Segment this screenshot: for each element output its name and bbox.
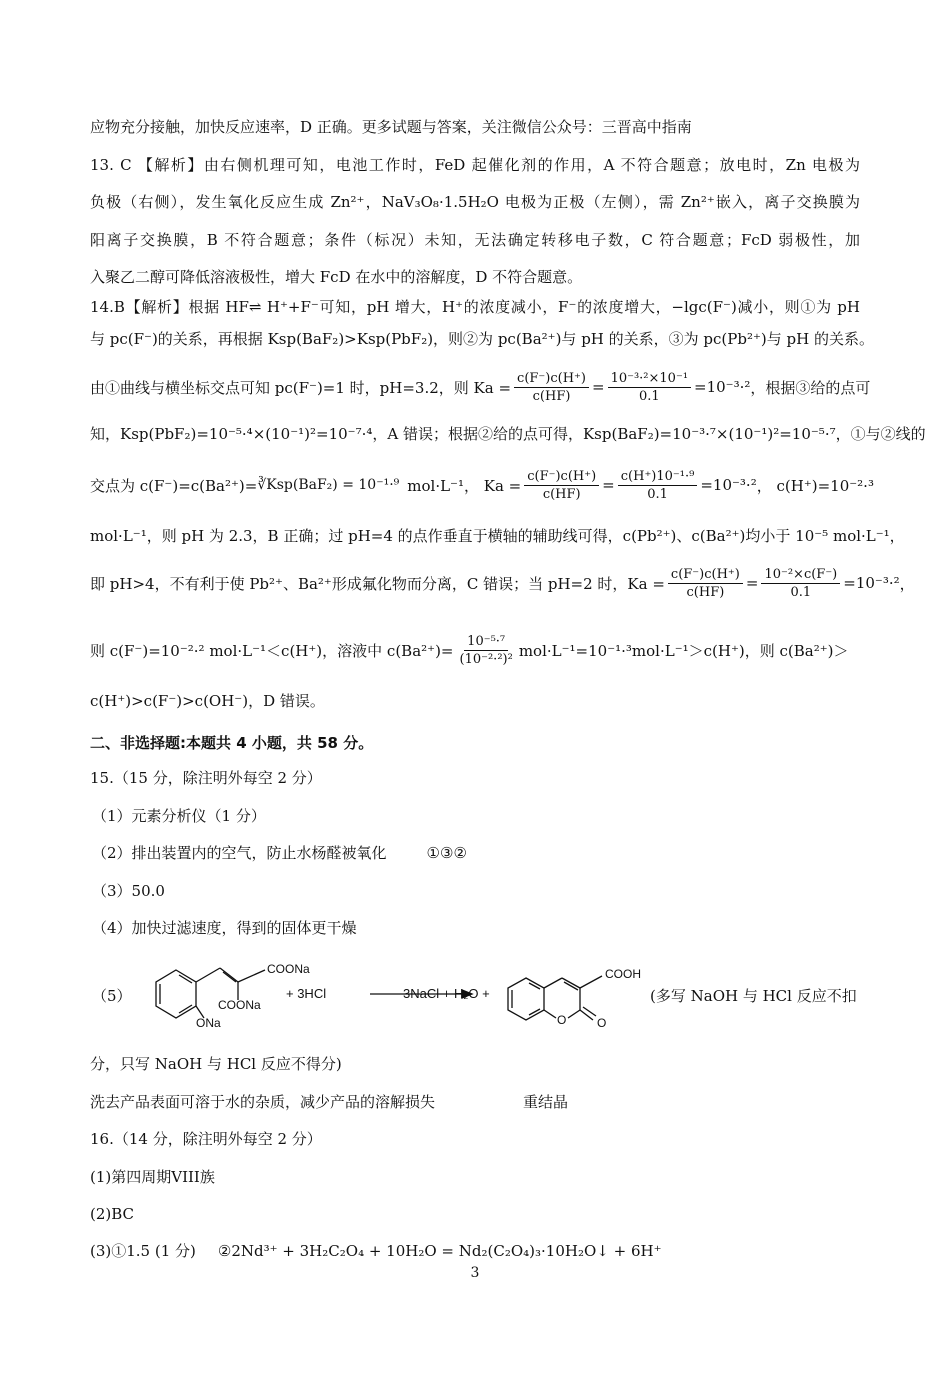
text-line-8-start: 由①曲线与横坐标交点可知 pc(F⁻)=1 时，pH=3.2，则 Ka =: [90, 378, 512, 397]
answer-15-2: [92, 842, 860, 864]
section-heading: 二、非选择题:本题共 4 小题，共 58 分。: [90, 734, 374, 752]
text-line-10-end: ， c(H⁺)=10⁻²·³: [756, 476, 874, 495]
ka-fraction-3-values-num: 10⁻²×c(F⁻): [761, 566, 840, 584]
ka-fraction-2: [524, 468, 599, 503]
ka-fraction-1: [514, 370, 589, 405]
ka-fraction-2-values: [618, 468, 698, 503]
ba-fraction: [457, 633, 516, 668]
answer-16-3: [90, 1240, 860, 1262]
question-15-heading: 15.（15 分，除注明外每空 2 分）: [90, 769, 322, 787]
cube-root-expression: ∛Ksp(BaF₂) = 10⁻¹·⁹: [257, 477, 400, 493]
answer-15-5-note: (多写 NaOH 与 HCl 反应不扣: [650, 987, 857, 1005]
answer-15-4: （4）加快过滤速度，得到的固体更干燥: [92, 919, 357, 937]
text-line-10-mid: mol·L⁻¹， Ka =: [407, 476, 522, 495]
text-line-3: 负极（右侧），发生氧化反应生成 Zn²⁺，NaV₃O₈·1.5H₂O 电极为正极（左侧），需 Zn²⁺嵌入，离子交换膜为: [90, 193, 860, 211]
page-number: 3: [470, 1265, 480, 1281]
text-line-6: 14.B【解析】根据 HF⇌ H⁺+F⁻可知，pH 增大，H⁺的浓度减小，F⁻的浓度增大，−lgc(F⁻)减小，则①为 pH: [90, 298, 860, 316]
answer-15-1: （1）元素分析仪（1 分）: [92, 807, 266, 825]
text-line-8: 由①曲线与横坐标交点可知 pc(F⁻)=1 时，pH=3.2，则 Ka = $\frac{c(F^-)c(H^+)}{c(HF)}$ = $\frac{\text{10⁻³·²×10⁻¹}}{0.1}$ =10⁻³·² ，根据③给的点可: [90, 370, 871, 404]
answer-16-2: (2)BC: [90, 1205, 135, 1223]
products-label: 3NaCl + H₂O +: [403, 986, 490, 1001]
ka-fraction-2-den: c(HF): [542, 486, 581, 502]
ka-fraction-3-den: c(HF): [686, 584, 725, 600]
answer-15-6-text: 洗去产品表面可溶于水的杂质，减少产品的溶解损失: [90, 1093, 436, 1111]
text-line-11: mol·L⁻¹，则 pH 为 2.3，B 正确；过 pH=4 的点作垂直于横轴的辅助线可得，c(Pb²⁺)、c(Ba²⁺)均小于 10⁻⁵ mol·L⁻¹，: [90, 527, 905, 545]
product-benzene-ring: [508, 978, 544, 1020]
ka-fraction-1-values-den: 0.1: [638, 388, 660, 404]
coona-bottom-label: COONa: [218, 998, 261, 1012]
ka-fraction-3-num: c(F⁻)c(H⁺): [668, 566, 743, 584]
ka-fraction-2-values-num: c(H⁺)10⁻¹·⁹: [618, 468, 698, 486]
answer-16-3-part2: ②2Nd³⁺ + 3H₂C₂O₄ + 10H₂O = Nd₂(C₂O₄)₃·10H₂O↓ + 6H⁺: [217, 1242, 662, 1260]
ka-fraction-3-values: [761, 566, 840, 601]
ka-fraction-1-values: [608, 370, 691, 405]
text-line-10: 交点为 c(F⁻)=c(Ba²⁺)= ∛Ksp(BaF₂) = 10⁻¹·⁹ mol·L⁻¹， Ka = $\frac{c(F^-)c(H^+)}{c(HF)}$ = $\frac{\text{c(H⁺)10⁻¹·⁹}}{0.1}$ =10⁻³·² ， c(H⁺)=10⁻²·³: [90, 468, 874, 502]
answer-16-3-part1: (3)①1.5 (1 分): [90, 1242, 196, 1260]
text-line-4: 阳离子交换膜，B 不符合题意；条件（标况）未知，无法确定转移电子数，C 符合题意；FcD 弱极性，加: [90, 231, 860, 249]
text-line-9: 知，Ksp(PbF₂)=10⁻⁵·⁴×(10⁻¹)²=10⁻⁷·⁴，A 错误；根据②给的点可得，Ksp(BaF₂)=10⁻³·⁷×(10⁻¹)²=10⁻⁵·⁷，①与②线的: [90, 425, 926, 443]
text-line-12-start: 即 pH>4，不有利于使 Pb²⁺、Ba²⁺形成氟化物而分离，C 错误；当 pH=2 时，Ka =: [90, 574, 665, 593]
ka-fraction-1-values-num: 10⁻³·²×10⁻¹: [608, 370, 691, 388]
answer-15-5-note-cont: 分，只写 NaOH 与 HCl 反应不得分): [90, 1055, 342, 1073]
ka-fraction-1-den: c(HF): [532, 388, 571, 404]
text-line-7: 与 pc(F⁻)的关系，再根据 Ksp(BaF₂)>Ksp(PbF₂)，则②为 pc(Ba²⁺)与 pH 的关系，③为 pc(Pb²⁺)与 pH 的关系。: [90, 330, 874, 348]
text-line-13-end: mol·L⁻¹=10⁻¹·³mol·L⁻¹＞c(H⁺)，则 c(Ba²⁺)＞: [518, 641, 849, 660]
answer-15-5-label: （5）: [92, 987, 132, 1005]
answer-15-2-text: （2）排出装置内的空气，防止水杨醛被氧化: [92, 844, 387, 862]
text-line-13-start: 则 c(F⁻)=10⁻²·² mol·L⁻¹＜c(H⁺)，溶液中 c(Ba²⁺)=: [90, 641, 454, 660]
cooh-label: COOH: [605, 967, 641, 981]
ka-fraction-3-values-den: 0.1: [790, 584, 812, 600]
keto-oxygen-label: O: [597, 1016, 607, 1030]
ka-result-1: =10⁻³·²: [694, 378, 751, 396]
text-line-13: [90, 622, 860, 678]
answer-15-2-order: ①③②: [426, 844, 467, 862]
text-line-14: c(H⁺)>c(F⁻)>c(OH⁻)，D 错误。: [90, 692, 325, 710]
ring-oxygen-label: O: [557, 1013, 567, 1027]
answer-16-1: (1)第四周期VIII族: [90, 1168, 215, 1186]
text-line-12: 即 pH>4，不有利于使 Pb²⁺、Ba²⁺形成氟化物而分离，C 错误；当 pH=2 时，Ka = $\frac{c(F^-)c(H^+)}{c(HF)}$ = $\frac{\text{10⁻²×c(F⁻)}}{0.1}$ =10⁻³·² ，: [90, 566, 915, 600]
reactant-benzene-ring: [156, 970, 196, 1018]
reagent-label: + 3HCl: [286, 986, 327, 1001]
ka-result-2: =10⁻³·²: [700, 476, 757, 494]
ba-fraction-den: (10⁻²·²)²: [459, 651, 513, 667]
coona-top-label: COONa: [267, 962, 310, 976]
ka-fraction-1-num: c(F⁻)c(H⁺): [514, 370, 589, 388]
ka-fraction-3: [668, 566, 743, 601]
answer-15-6-method: 重结晶: [523, 1093, 569, 1111]
text-line-1: 应物充分接触，加快反应速率，D 正确。更多试题与答案，关注微信公众号：三晋高中指南: [90, 118, 692, 136]
question-16-heading: 16.（14 分，除注明外每空 2 分）: [90, 1130, 322, 1148]
text-line-8-end: ，根据③给的点可: [750, 378, 871, 397]
text-line-12-end: ，: [899, 574, 915, 593]
text-line-5: 入聚乙二醇可降低溶液极性，增大 FcD 在水中的溶解度，D 不符合题意。: [90, 268, 583, 286]
reaction-scheme: [90, 958, 860, 1034]
text-line-2: 13. C 【解析】由右侧机理可知，电池工作时，FeD 起催化剂的作用，A 不符合题意；放电时，Zn 电极为: [90, 156, 860, 174]
answer-15-3: （3）50.0: [92, 882, 165, 900]
ona-label: ONa: [196, 1016, 221, 1030]
ba-fraction-num: 10⁻⁵·⁷: [464, 633, 508, 651]
ka-fraction-2-num: c(F⁻)c(H⁺): [524, 468, 599, 486]
ka-fraction-2-values-den: 0.1: [647, 486, 668, 502]
text-line-10-start: 交点为 c(F⁻)=c(Ba²⁺)=: [90, 476, 258, 495]
answer-15-6: [90, 1091, 860, 1113]
ka-result-3: =10⁻³·²: [843, 574, 900, 592]
